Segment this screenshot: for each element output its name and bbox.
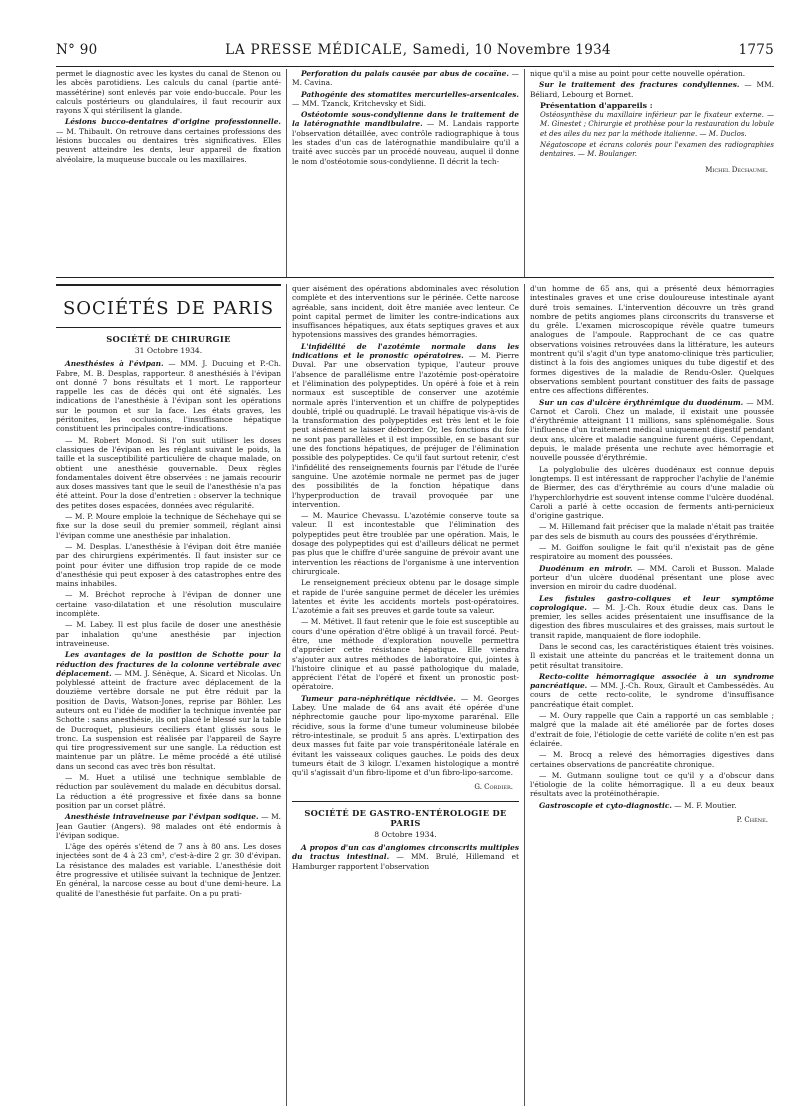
article-body: La polyglobulie des ulcères duodénaux est connue depuis longtemps. Il est intéressant de rapprocher l'achylie de l'anémie de Biermer, des cas d'érythrémie au cours d'une maladie où l'hyperchlorhydrie est souvent intense comme l'ulcère duodénal. Caroli a parlé à cette occasion de ferments anti-pernicieux d'origine gastrique. [530, 464, 774, 521]
article-body: nique qu'il a mise au point pour cette nouvelle opération. [530, 69, 746, 78]
masthead [98, 42, 739, 58]
issue-number: N° 90 [56, 42, 98, 58]
article [530, 672, 774, 709]
session-date: 8 Octobre 1934. [374, 829, 437, 839]
article-body: — M. Cavina. [292, 69, 519, 88]
article-title: Anesthésie intraveineuse par l'évipan sodique. [65, 812, 259, 822]
article [530, 564, 774, 592]
paragraph [292, 284, 519, 340]
society-name: SOCIÉTÉ DE GASTRO-ENTÉROLOGIE DE PARIS [304, 807, 507, 828]
article-body: — MM. Tzanck, Kritchevsky et Sidi. [292, 98, 427, 108]
bottom-column-2-articles [292, 284, 519, 777]
article-title: Sur un cas d'ulcère érythrémique du duodénum. [539, 397, 744, 407]
article-body: — MM. J. Ducuing et P.-Ch. Fabre, M. B. Desplas, rapporteur. 8 anesthésiés à l'évipan ont donné 7 bons résultats et 1 mort. Le rapporteur rappelle les cas de décès qui ont été signalés. Les indications de l'anesthésie à l'évipan sont les opérations sur le poumon et sur la face. Les états graves, les péritonites, les occlusions, l'insuffisance hépatique constituent les principales contre-indications. [56, 359, 281, 434]
article [56, 812, 281, 840]
article-body: — M. Goiffon souligne le fait qu'il n'existait pas de gêne respiratoire au moment des poussées. [530, 543, 774, 562]
article-body: — M. Thibault. On retrouve dans certaines professions des lésions buccales ou dentaires très significatives. Elles peuvent atteindre les dents, leur appareil de fixation alvéolaire, la muqueuse buccale ou les maxillaires. [56, 126, 281, 164]
article-body: — M. Gutmann souligne tout ce qu'il y a d'obscur dans l'étiologie de la colite hémorragique. Il a eu deux beaux résultats avec la protéinothérapie. [530, 770, 774, 799]
article-body: d'un homme de 65 ans, qui a présenté deux hémorragies intestinales graves et une crise douloureuse intestinale ayant duré trois semaines. L'intervention découvre un très grand nombre de petits angiomes plans circonscrits du transverse et du grêle. L'examen microscopique révèle quatre tumeurs analogues de l'ampoule. Rapprochant de ce cas quatre observations voisines retrouvées dans la littérature, les auteurs montrent qu'il s'agit d'un type anatomo-clinique très particulier, distinct à la fois des angiomes uniques du tube digestif et des formes digestives de la maladie de Rendu-Osler. Quelques observations semblent pourtant constituer des faits de passage entre ces affections différentes. [530, 284, 774, 396]
article [292, 110, 519, 166]
article-title: Lésions bucco-dentaires d'origine professionnelle. [65, 117, 281, 127]
article-body: — M. Huet a utilisé une technique semblable de réduction par soulèvement du malade en décubitus dorsal. La réduction a été progressive et fixée dans sa bonne position par un corset plâtré. [56, 773, 281, 810]
article-body: — M. Métivet. Il faut retenir que le foie est susceptible au cours d'une opération d'être obligé à un travail forcé. Peut-être, une méthode d'exploration nouvelle permettra d'apprécier cette résistance hépatique. Elle viendra s'ajouter aux autres méthodes de laboratoire qui, jointes à l'histoire clinique et au passé pathologique du malade, apprécient l'état de l'opéré et fixent un pronostic post-opératoire. [292, 617, 519, 692]
article-body: — M. Brocq a relevé des hémorragies digestives dans certaines observations de pancréatite chronique. [530, 750, 774, 769]
article-title: Les fistules gastro-coliques et leur symptôme coprologique. [530, 593, 774, 612]
article-body: — MM. J.-Ch. Roux, Girault et Cambessédès. Au cours de cette recto-colite, le syndrome d'insuffisance pancréatique était complet. [530, 681, 774, 709]
article-body: — M. P. Moure emploie la technique de Séchehaye qui se fixe sur la dose seuil du premier sommeil, réglant ainsi l'évipan comme une anesthésie par inhalation. [56, 512, 281, 540]
paragraph [56, 620, 281, 648]
article-title: Ostéotomie sous-condylienne dans le traitement de la latérognathie mandibulaire. [292, 110, 519, 129]
folio-number: 1775 [738, 42, 774, 58]
article [530, 801, 774, 810]
article-body: — MM. Caroli et Busson. Malade porteur d'un ulcère duodénal présentant une plose avec inversion en miroir du cadre duodénal. [530, 563, 774, 592]
article-body: — M. Jean Gautier (Angers). 98 malades ont été endormis à l'évipan sodique. [56, 812, 281, 840]
signature: Michel Dechaume. [705, 165, 768, 174]
paragraph [292, 578, 519, 615]
article-body: — M. J.-Ch. Roux étudie deux cas. Dans le premier, les selles acides présentaient une insuffisance de la digestion des fibres musculaires et des graisses, mais surtout le transit rapide, manquaient de flore iodophile. [530, 602, 774, 640]
article-body: — MM. J. Sénèque, A. Sicard et Nicolas. Un polyblessé atteint de fracture avec déplacement de la douzième vertèbre dorsale ne put être réduit par la position de Davis, Watson-Jones, reprise par Böhler. Les auteurs ont eu l'idée de modifier la technique inventée par Schotte : sans anesthésie, ils ont placé le blessé sur la table de Ducroquet, plusieurs ceciliers étant glissés sous le tronc. La suspension est réalisée par l'appareil de Sayre qui tire progressivement sur une sangle. La réduction est maintenue par un plâtre. Le même procédé a été utilisé dans un second cas avec très bon résultat. [56, 668, 281, 771]
article [292, 843, 519, 871]
article-body: — M. Georges Labey. Une malade de 64 ans avait été opérée d'une néphrectomie gauche pour lipo-myxome pararénal. Elle récidive, sous la forme d'une tumeur volumineuse bilobée rétro-intestinale, se produit 5 ans après. L'extirpation des deux masses fut faite par voie transpéritonéale latérale en évitant les vaisseaux coliques gauches. Le poids des deux tumeurs était de 3 kilogr. L'examen histologique a montré qu'il s'agissait d'un fibro-lipome et d'un fibro-lipo-sarcome. [292, 693, 519, 778]
issue-date: Samedi, 10 Novembre 1934 [412, 42, 611, 58]
article [530, 398, 774, 463]
paragraph [56, 69, 281, 115]
session-date: 31 Octobre 1934. [134, 346, 203, 355]
article-body: Le renseignement précieux obtenu par le dosage simple et rapide de l'urée sanguine permet de déceler les urémies latentes et évite les accidents mortels post-opératoires. L'azotémie a fait ses preuves et garde toute sa valeur. [292, 578, 519, 616]
paragraph [292, 617, 519, 691]
paragraph [530, 750, 774, 769]
article-body: — M. Desplas. L'anesthésie à l'évipan doit être maniée par des chirurgiens expérimentés. Il faut insister sur ce point pour éviter une diffusion trop rapide de ce mode d'anesthésie qui peut exposer à des catastrophes entre des mains inhabiles. [56, 541, 281, 589]
paragraph [530, 711, 774, 748]
section-divider [292, 801, 519, 802]
article [56, 117, 281, 163]
page-header [56, 42, 774, 67]
bottom-column-1-articles [56, 359, 281, 898]
article-body: — MM. Carnot et Caroli. Chez un malade, il existait une poussée d'érythrémie atteignant 11 millions, sans splénomégalie. Sous l'influence d'un traitement médical uniquement digestif pendant deux ans, ulcère et maladie sanguine furent guéris. Cependant, depuis, le malade présenta une rechute avec hémorragie et nouvelle poussée d'érythrémie. [530, 397, 774, 463]
paragraph [56, 773, 281, 810]
article-title: Recto-colite hémorragique associée à un syndrome pancréatique. [530, 671, 774, 691]
article-title: L'infidélité de l'azotémie normale dans les indications et le pronostic opératoires. [292, 341, 519, 361]
presentation-item: Ostéosynthèse du maxillaire inférieur par le fixateur externe. — M. Ginestet ; Chirurgie et prothèse pour la restauration du lobule et des ailes du nez par la méthode italienne. — M. Duclos. [540, 111, 774, 138]
top-column-2 [286, 69, 524, 277]
article-body: — M. Bréchot reproche à l'évipan de donner une certaine vaso-dilatation et une résolution musculaire incomplète. [56, 590, 281, 619]
paragraph [56, 436, 281, 510]
article-body: — MM. Brulé, Hillemand et Hamburger rapportent l'observation [292, 852, 519, 871]
signature: P. Chêne. [736, 816, 768, 825]
top-column-1 [56, 69, 286, 277]
article [530, 594, 774, 640]
journal-name: LA PRESSE MÉDICALE, [225, 42, 408, 58]
paragraph [530, 522, 774, 541]
paragraph [56, 590, 281, 618]
article [292, 342, 519, 509]
article [292, 69, 519, 88]
article-body: permet le diagnostic avec les kystes du canal de Stenon ou les abcès parotidiens. Les calculs du canal (partie anté-massétérine) sont enlevés par voie endo-buccale. Pour les calculs postérieurs ou glandulaires, il faut recourir aux rayons X qui stérilisent la glande. [56, 69, 281, 116]
article-body: L'âge des opérés s'étend de 7 ans à 80 ans. Les doses injectées sont de 4 à 23 cm³, c'est-à-dire 2 gr. 30 d'évipan. La résistance des malades est variable. L'anesthésie doit être progressive et utilisée suivant la technique de Jentzer. En général, la narcose cesse au bout d'une demi-heure. La qualité de l'anesthésie fut parfaite. On a pu prati- [56, 842, 281, 898]
article [292, 694, 519, 778]
paragraph [56, 842, 281, 898]
article-title: Tumeur para-néphrétique récidivée. [301, 693, 456, 703]
paragraph [56, 542, 281, 588]
article [56, 359, 281, 433]
bottom-column-1 [56, 284, 286, 1106]
paragraph [530, 284, 774, 396]
society-name: SOCIÉTÉ DE CHIRURGIE [106, 334, 231, 344]
article-body: — M. Robert Monod. Si l'on suit utiliser les doses classiques de l'évipan en les réglant suivant le poids, la taille et la susceptibilité particulière de chaque malade, on obtient une anesthésie gouvernable. Deux règles fondamentales doivent être observées : ne jamais recourir aux doses massives tant que le seuil de l'anesthésie n'a pas été atteint. Pour la dose d'entretien : observer la technique des petites doses espacées, données avec régularité. [56, 435, 281, 510]
article-body: quer aisément des opérations abdominales avec résolution complète et des interventions sur le périnée. Cette narcose agréable, sans incident, doit être maniée avec lenteur. Ce point capital permet de limiter les contre-indications aux insuffisances hépatiques, aux états septiques graves et aux hypotensions massives des grandes hémorragies. [292, 284, 519, 340]
article [56, 650, 281, 771]
article-title: Pathogénie des stomatites mercurielles-arsenicales. [301, 89, 519, 99]
paragraph [530, 69, 774, 78]
article-title: A propos d'un cas d'angiomes circonscrits multiples du tractus intestinal. [292, 843, 519, 862]
article-title: Anesthésies à l'évipan. [65, 359, 164, 369]
bottom-column-2-tail [292, 843, 519, 871]
bottom-column-3-articles [530, 284, 774, 810]
article-body: — M. F. Moutier. [671, 800, 737, 810]
bottom-column-2 [286, 284, 524, 1106]
article-title: Perforation du palais causée par abus de cocaïne. [301, 69, 509, 78]
bottom-column-3 [524, 284, 774, 1106]
top-column-3-articles [530, 69, 774, 99]
article-title: Gastroscopie et cyto-diagnostic. [539, 800, 672, 810]
top-section [56, 69, 774, 278]
article-body: Dans le second cas, les caractéristiques étaient très voisines. Il existait une atteinte du pancréas et le traitement donna un petit résultat transitoire. [530, 641, 774, 670]
paragraph [530, 465, 774, 521]
article-title: Sur le traitement des fractures condyliennes. [539, 80, 740, 90]
article-body: — M. Oury rappelle que Cain a rapporté un cas semblable ; malgré que la malade ait été améliorée par de fortes doses d'extrait de foie, l'étiologie de cette variété de colite n'en est pas éclairée. [530, 711, 774, 748]
bottom-section [56, 284, 774, 1106]
article-body: — M. Labey. Il est plus facile de doser une anesthésie par inhalation qu'une anesthésie par injection intraveineuse. [56, 620, 281, 648]
article-body: — M. Maurice Chevassu. L'azotémie conserve toute sa valeur. Il est incontestable que l'élimination des polypeptides peut être troublée par une opération. Mais, le dosage des polypeptides qui est d'ailleurs délicat ne permet pas plus que le chiffre d'urée sanguine de prévoir avant une intervention les réactions de l'organisme à une intervention chirurgicale. [292, 511, 519, 576]
article-body: — M. Landais rapporte l'observation détaillée, avec contrôle radiographique à tous les stades d'un cas de latérognathie mandibulaire qu'il a traité avec succès par un procédé nouveau, auquel il donne le nom d'ostéotomie sous-condylienne. Il décrit la tech- [292, 119, 519, 166]
paragraph [530, 642, 774, 670]
article [530, 80, 774, 99]
paragraph [530, 771, 774, 799]
paragraph [292, 511, 519, 576]
article [292, 90, 519, 109]
top-column-3 [524, 69, 774, 277]
presentation-item: Négatoscope et écrans colorés pour l'examen des radiographies dentaires. — M. Boulanger. [540, 141, 774, 159]
section-banner: SOCIÉTÉS DE PARIS [56, 284, 281, 328]
paragraph [56, 512, 281, 540]
signature: G. Cordier. [474, 783, 513, 792]
article-title: Duodénum en miroir. [539, 563, 633, 573]
article-body: — M. Hillemand fait préciser que la malade n'était pas traitée par des sels de bismuth au cours des poussées d'érythrémie. [530, 522, 774, 541]
article-body: — MM. Béliard, Lebourg et Bornet. [530, 80, 774, 99]
presentation-heading: Présentation d'appareils : [540, 100, 653, 110]
article-title: Les avantages de la position de Schotte pour la réduction des fractures de la colonne vertébrale avec déplacement. [56, 650, 281, 678]
article-body: — M. Pierre Duval. Par une observation typique, l'auteur prouve l'absence de parallélisme entre l'azotémie post-opératoire et l'élimination des polypeptides. Un opéré à foie et à rein normaux est susceptible de conserver une azotémie normale après l'intervention et un chiffre de polypeptides doublé, triplé ou quadruplé. Le travail hépatique vis-à-vis de la transformation des polypeptides est très lent et le foie peut aisément se laisser déborder. Or, les fonctions du foie ne sont pas parallèles et il est impossible, en se basant sur une des fonctions hépatiques, de préjuger de l'élimination possible des polypeptides. Ce qu'il faut surtout retenir, c'est l'infidélité des renseignements fournis par l'étude de l'urée sanguine. Une azotémie normale ne permet pas de juger des possibilités de la fonction hépatique dans l'hyperproduction de travail provoquée par une intervention. [292, 351, 520, 509]
paragraph [530, 543, 774, 562]
